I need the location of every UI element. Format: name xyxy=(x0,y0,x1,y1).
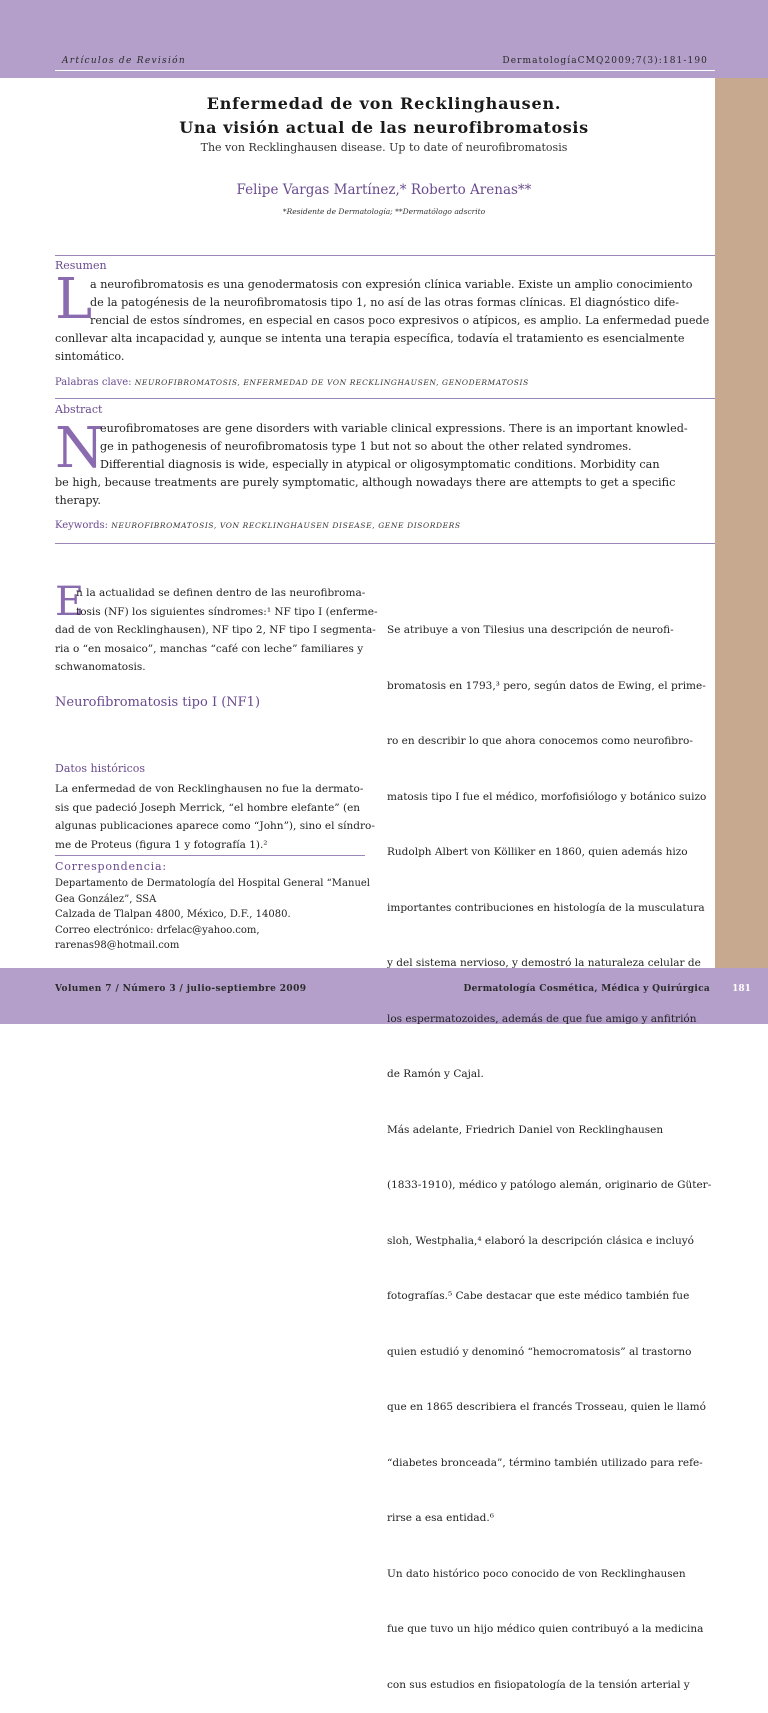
article-title-line1: Enfermedad de von Recklinghausen. xyxy=(206,94,562,113)
keywords-rule xyxy=(55,543,715,544)
body-line: que en 1865 describiera el francés Trosseau, quien le llamó xyxy=(387,1401,706,1413)
abstract-body-indented xyxy=(100,420,688,474)
body-line: importantes contribuciones en histología de la musculatura xyxy=(387,901,705,914)
intro-line: schwanomatosis. xyxy=(55,661,146,673)
body-line: Se atribuye a von Tilesius una descripción de neurofi- xyxy=(387,624,674,636)
body-line: Un dato histórico poco conocido de von Recklinghausen xyxy=(387,1567,686,1580)
abstract-dropcap: N xyxy=(55,416,104,481)
intro-line: ria o “en mosaico”, manchas “café con leche” familiares y xyxy=(55,642,364,655)
page-number: 181 xyxy=(732,984,751,994)
resumen-line: conllevar alta incapacidad y, aunque se intenta una terapia específica, todavía el tratamiento es esencialmente xyxy=(55,332,685,345)
abstract-body xyxy=(55,474,675,510)
article-title-line2: Una visión actual de las neurofibromatosis xyxy=(179,118,589,137)
body-line: los espermatozoides, además de que fue amigo y anfitrión xyxy=(387,1012,697,1025)
body-line: matosis tipo I fue el médico, morfofisiólogo y botánico suizo xyxy=(387,790,707,803)
correspondencia-line: Calzada de Tlalpan 4800, México, D.F., 14080. xyxy=(55,909,291,920)
palabras-clave-text: NEUROFIBROMATOSIS, ENFERMEDAD DE VON RECKLINGHAUSEN, GENODERMATOSIS xyxy=(134,378,529,387)
abstract-line: therapy. xyxy=(55,494,101,507)
correspondencia-line: Departamento de Dermatología del Hospital General “Manuel xyxy=(55,878,370,889)
resumen-line: de la patogénesis de la neurofibromatosis tipo 1, no así de las otras formas clínicas. El diagnóstico dife- xyxy=(90,296,680,309)
abstract-line: Differential diagnosis is wide, especially in atypical or oligosymptomatic conditions. Morbidity can xyxy=(100,458,660,471)
resumen-dropcap: L xyxy=(55,267,93,332)
palabras-clave-label: Palabras clave: xyxy=(55,377,132,388)
heading-nf1: Neurofibromatosis tipo I (NF1) xyxy=(55,695,261,710)
english-title: The von Recklinghausen disease. Up to date of neurofibromatosis xyxy=(200,141,568,154)
resumen-body xyxy=(55,330,685,366)
heading-datos-historicos: Datos históricos xyxy=(55,762,146,775)
intro-text-indented xyxy=(76,584,378,621)
body-line: con sus estudios en fisiopatología de la tensión arterial y xyxy=(387,1678,690,1691)
body-line: y del sistema nervioso, y demostró la naturaleza celular de xyxy=(387,957,701,969)
keywords-label: Keywords: xyxy=(55,520,109,531)
resumen-line: rencial de estos síndromes, en especial en casos poco expresivos o atípicos, es amplio. La enfermedad puede xyxy=(90,314,710,327)
datos-line: algunas publicaciones aparece como “John”), sino el síndro- xyxy=(55,820,375,832)
body-line: ro en describir lo que ahora conocemos como neurofibro- xyxy=(387,735,693,747)
body-line: Rudolph Albert von Kölliker en 1860, quien además hizo xyxy=(387,846,688,858)
right-column-text xyxy=(387,584,711,1713)
resumen-rule xyxy=(55,255,715,256)
body-line: fue que tuvo un hijo médico quien contribuyó a la medicina xyxy=(387,1623,704,1635)
journal-citation: DermatologíaCMQ2009;7(3):181-190 xyxy=(502,56,708,66)
body-line: sloh, Westphalia,⁴ elaboró la descripción clásica e incluyó xyxy=(387,1234,694,1247)
authors: Felipe Vargas Martínez,* Roberto Arenas** xyxy=(236,182,532,198)
body-line: de Ramón y Cajal. xyxy=(387,1068,484,1080)
correspondencia-title: Correspondencia: xyxy=(55,860,167,873)
body-line: quien estudió y denominó “hemocromatosis” al trastorno xyxy=(387,1345,692,1358)
resumen-label: Resumen xyxy=(55,259,107,272)
body-line: fotografías.⁵ Cabe destacar que este médico también fue xyxy=(387,1290,690,1302)
datos-line: me de Proteus (figura 1 y fotografía 1).² xyxy=(55,838,268,851)
affiliations: *Residente de Dermatología; **Dermatólogo adscrito xyxy=(282,207,486,216)
abstract-line: be high, because treatments are purely symptomatic, although nowadays there are attempts to get a specific xyxy=(55,476,676,489)
palabras-clave xyxy=(55,377,529,388)
correspondencia-rule xyxy=(55,855,365,856)
header-rule xyxy=(55,70,715,71)
resumen-line: a neurofibromatosis es una genodermatosis con expresión clínica variable. Existe un amplio conocimiento xyxy=(90,278,693,291)
body-line: Más adelante, Friedrich Daniel von Recklinghausen xyxy=(387,1123,664,1136)
datos-text xyxy=(55,780,375,854)
abstract-line: ge in pathogenesis of neurofibromatosis type 1 but not so about the other related syndromes. xyxy=(100,440,632,453)
body-line: rirse a esa entidad.⁶ xyxy=(387,1512,494,1524)
header-band xyxy=(0,0,768,78)
intro-line: dad de von Recklinghausen), NF tipo 2, NF tipo I segmenta- xyxy=(55,624,376,636)
abstract-label: Abstract xyxy=(55,403,103,416)
intro-dropcap: E xyxy=(55,579,85,625)
resumen-line: sintomático. xyxy=(55,350,125,363)
datos-line: La enfermedad de von Recklinghausen no fue la dermato- xyxy=(55,783,364,795)
correspondencia-body xyxy=(55,876,370,954)
intro-line: tosis (NF) los siguientes síndromes:¹ NF tipo I (enferme- xyxy=(76,605,378,618)
abstract-line: eurofibromatoses are gene disorders with variable clinical expressions. There is an important knowled- xyxy=(100,422,688,435)
keywords-text: NEUROFIBROMATOSIS, VON RECKLINGHAUSEN DISEASE, GENE DISORDERS xyxy=(111,521,461,530)
correspondencia-email[interactable]: rarenas98@hotmail.com xyxy=(55,940,180,951)
body-line: “diabetes bronceada”, término también utilizado para refe- xyxy=(387,1456,703,1469)
footer-journal: Dermatología Cosmética, Médica y Quirúrgica xyxy=(463,984,710,994)
keywords xyxy=(55,520,461,531)
intro-text xyxy=(55,621,376,677)
resumen-body-indented xyxy=(90,276,709,330)
abstract-rule xyxy=(55,398,715,399)
section-label: Artículos de Revisión xyxy=(62,56,186,66)
body-line: bromatosis en 1793,³ pero, según datos de Ewing, el prime- xyxy=(387,679,706,692)
correspondencia-line: Gea González”, SSA xyxy=(55,893,157,905)
body-line: (1833-1910), médico y patólogo alemán, originario de Güter- xyxy=(387,1179,712,1191)
intro-line: n la actualidad se definen dentro de las neurofibroma- xyxy=(76,587,366,599)
footer-issue: Volumen 7 / Número 3 / julio-septiembre 2009 xyxy=(55,984,307,994)
correspondencia-email[interactable]: Correo electrónico: drfelac@yahoo.com, xyxy=(55,924,260,936)
datos-line: sis que padeció Joseph Merrick, “el hombre elefante” (en xyxy=(55,801,361,814)
